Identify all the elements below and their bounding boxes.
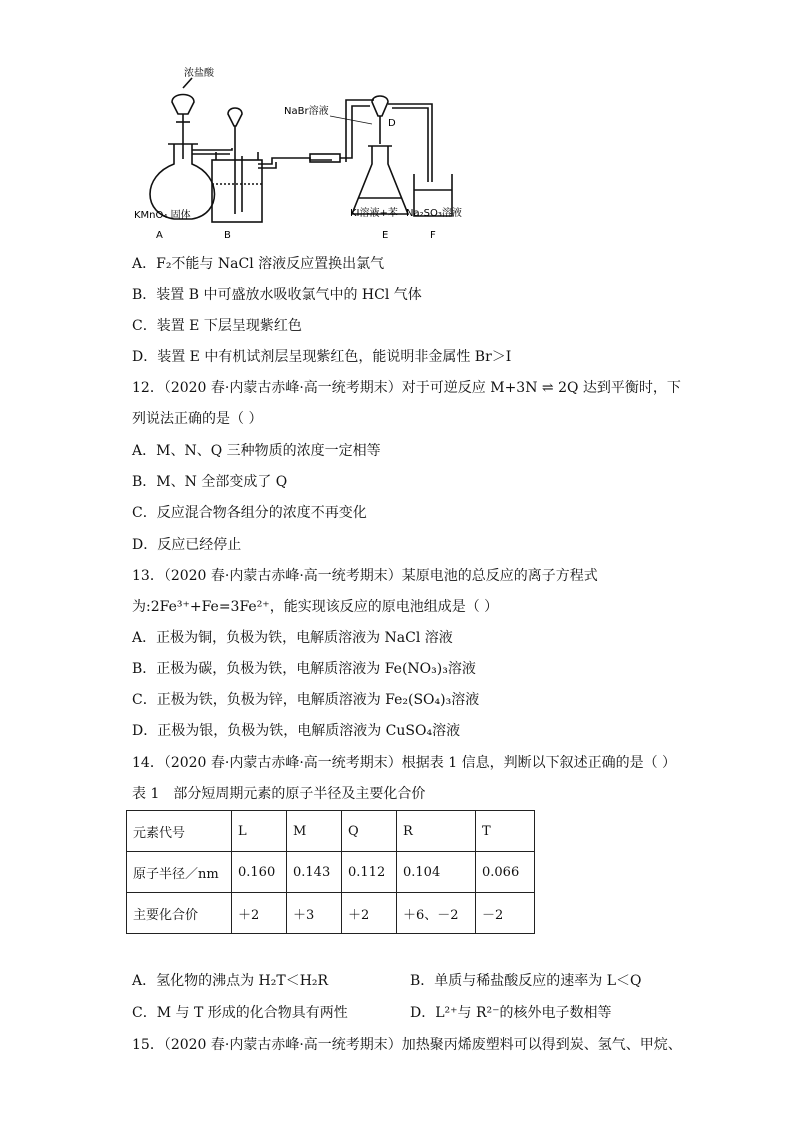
label-conc-hcl: 浓盐酸 (184, 68, 214, 79)
q12-option-a: A．M、N、Q 三种物质的浓度一定相等 (132, 443, 381, 459)
table-row (127, 811, 535, 852)
table-row (127, 852, 535, 893)
table-cell: ＋2 (232, 893, 287, 934)
table-caption: 表 1 部分短周期元素的原子半径及主要化合价 (132, 786, 426, 802)
conical-flask-e (352, 146, 408, 214)
funnel-d (372, 96, 388, 116)
separatory-funnel (172, 95, 194, 115)
table-row (127, 893, 535, 934)
table-cell: 0.066 (476, 852, 535, 893)
table-cell: 元素代号 (127, 811, 232, 852)
table-cell: L (232, 811, 287, 852)
q13-option-a: A．正极为铜，负极为铁，电解质溶液为 NaCl 溶液 (132, 630, 453, 646)
q15-stem-line1: 15．（2020 春·内蒙古赤峰·高一统考期末）加热聚丙烯废塑料可以得到炭、氢气、甲烷、 (132, 1037, 682, 1053)
table-cell: R (397, 811, 476, 852)
apparatus-figure (132, 64, 462, 244)
q12-option-c: C．反应混合物各组分的浓度不再变化 (132, 505, 367, 521)
table-cell: T (476, 811, 535, 852)
q12-stem-line2: 列说法正确的是（ ） (132, 411, 263, 427)
element-table (126, 810, 535, 934)
table-cell: ＋3 (287, 893, 342, 934)
label-d: D (388, 118, 396, 129)
q12-option-d: D．反应已经停止 (132, 537, 242, 553)
table-cell: 0.143 (287, 852, 342, 893)
table-cell: Q (342, 811, 397, 852)
table-cell: ＋6、－2 (397, 893, 476, 934)
q14-option-b: B．单质与稀盐酸反应的速率为 L＜Q (410, 973, 642, 989)
table-cell: －2 (476, 893, 535, 934)
q12-stem-line1: 12．（2020 春·内蒙古赤峰·高一统考期末）对于可逆反应 M+3N ⇌ 2Q 达到平衡时，下 (132, 380, 681, 396)
q14-stem: 14．（2020 春·内蒙古赤峰·高一统考期末）根据表 1 信息，判断以下叙述正确的是（ ） (132, 755, 677, 771)
q13-stem-line2: 为:2Fe³⁺+Fe=3Fe²⁺，能实现该反应的原电池组成是（ ） (132, 599, 499, 615)
table-cell: 原子半径／nm (127, 852, 232, 893)
q12-option-b: B．M、N 全部变成了 Q (132, 474, 288, 490)
letter-b: B (224, 230, 231, 241)
wash-bottle-b (212, 160, 262, 222)
table-cell: 0.112 (342, 852, 397, 893)
q13-option-c: C．正极为铁，负极为锌，电解质溶液为 Fe₂(SO₄)₃溶液 (132, 692, 480, 708)
letter-f: F (430, 230, 436, 241)
q13-option-b: B．正极为碳，负极为铁，电解质溶液为 Fe(NO₃)₃溶液 (132, 661, 476, 677)
q11-option-c: C．装置 E 下层呈现紫红色 (132, 318, 302, 334)
label-nabr: NaBr溶液 (284, 106, 329, 117)
table-cell: 0.104 (397, 852, 476, 893)
q14-option-a: A．氢化物的沸点为 H₂T＜H₂R (132, 973, 329, 989)
label-na2so3: Na₂SO₃溶液 (406, 208, 462, 219)
q14-option-c: C．M 与 T 形成的化合物具有两性 (132, 1005, 348, 1021)
q11-option-b: B．装置 B 中可盛放水吸收氯气中的 HCl 气体 (132, 287, 422, 303)
q11-option-d: D．装置 E 中有机试剂层呈现紫红色，能说明非金属性 Br＞I (132, 349, 512, 365)
q14-option-d: D．L²⁺与 R²⁻的核外电子数相等 (410, 1005, 612, 1021)
q13-option-d: D．正极为银，负极为铁，电解质溶液为 CuSO₄溶液 (132, 723, 461, 739)
letter-a: A (156, 230, 163, 241)
table-cell: 主要化合价 (127, 893, 232, 934)
letter-e: E (382, 230, 389, 241)
q13-stem-line1: 13．（2020 春·内蒙古赤峰·高一统考期末）某原电池的总反应的离子方程式 (132, 568, 598, 584)
table-cell: ＋2 (342, 893, 397, 934)
label-kmno4: KMnO₄ 固体 (134, 210, 191, 221)
label-ki: KI溶液+苯 (350, 208, 398, 219)
table-cell: 0.160 (232, 852, 287, 893)
q11-option-a: A．F₂不能与 NaCl 溶液反应置换出氯气 (132, 256, 385, 272)
table-cell: M (287, 811, 342, 852)
